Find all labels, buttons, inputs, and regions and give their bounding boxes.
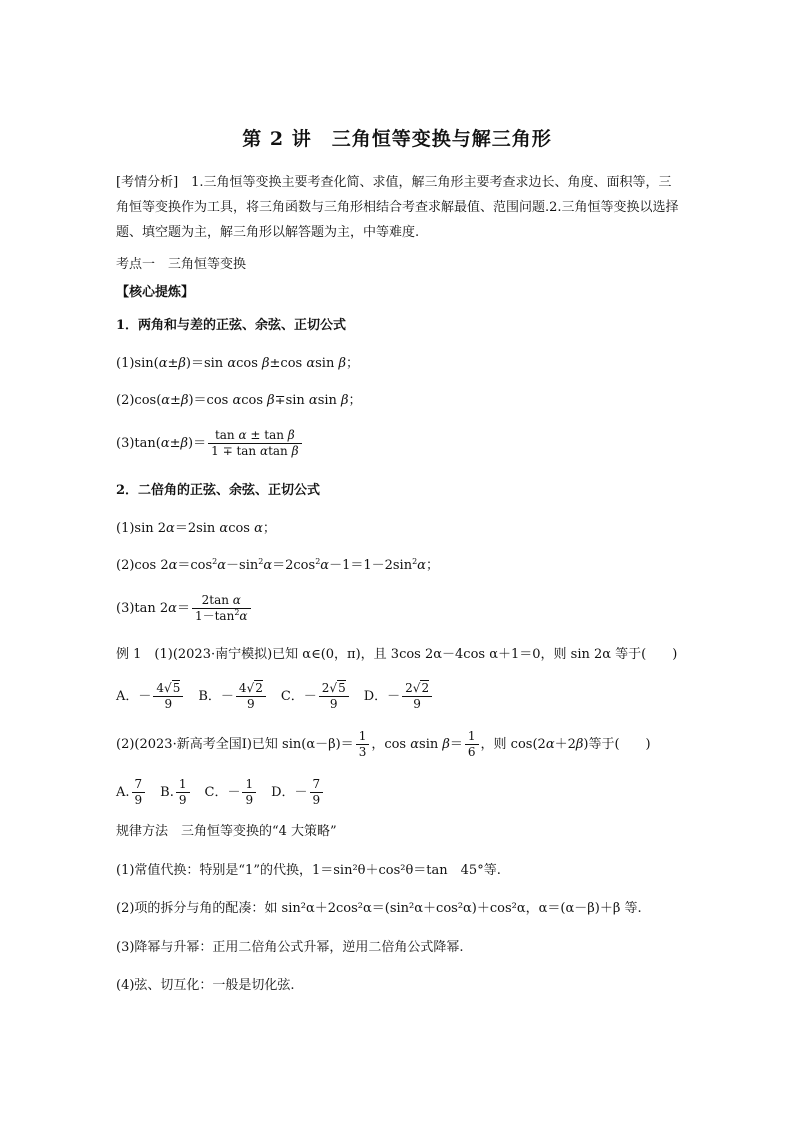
example-1-question: 例 1 (1)(2023·南宁模拟)已知 α∈(0，π)，且 3cos 2α－4cos α＋1＝0，则 sin 2α 等于( ) bbox=[116, 647, 678, 662]
example-2-question: (2)(2023·新高考全国Ⅰ)已知 sin(α－β)＝ $\frac{1}{3}$ ，cos αsin β＝ $\frac{1}{6}$ ，则 cos(2α＋2β)等于( ) bbox=[116, 729, 651, 759]
formula-tan-sum: (3)tan(α±β)＝ $\frac{\text{tan α ± tan β}}{\text{1 ∓ tan αtan β}}$ bbox=[116, 428, 304, 460]
method-heading: 规律方法 三角恒等变换的“4 大策略” bbox=[116, 824, 337, 839]
formula-group-2-title: 2．二倍角的正弦、余弦、正切公式 bbox=[116, 483, 321, 498]
formula-cos-double: (2)cos $2\alpha=\cos^2\alpha-\sin^2\alpha=2\cos^2\alpha-1=1-2\sin^2\alpha$； bbox=[116, 557, 439, 573]
formula-sin-double: (1)sin 2α＝2sin αcos α； bbox=[116, 521, 276, 536]
formula-sin-sum: (1)sin(α±β)＝sin αcos β±cos αsin β； bbox=[116, 356, 359, 371]
exam-analysis: [考情分析] 1.三角恒等变换主要考查化简、求值，解三角形主要考查求边长、角度、面积等，三角恒等变换作为工具，将三角函数与三角形相结合考查求解最值、范围问题.2.三角恒等变换以选择题、填空题为主，解三角形以解答题为主，中等难度. bbox=[116, 175, 679, 240]
method-1: (1)常值代换：特别是“1”的代换，1＝sin²θ＋cos²θ＝tan 45°等. bbox=[116, 863, 501, 878]
example-2-options: A. $\frac{7}{9}$ B. $\frac{1}{9}$ C．－ $\frac{1}{9}$ D．－ $\frac{7}{9}$ bbox=[116, 776, 325, 810]
example-1-options: A．－ $\frac{4√5}{9}$ B．－ $\frac{4√2}{9}$ C．－ $\frac{2√5}{9}$ D．－ $\frac{2√2}{9}$ bbox=[116, 680, 434, 714]
page-title: 第 2 讲 三角恒等变换与解三角形 bbox=[242, 128, 552, 150]
core-label: 【核心提炼】 bbox=[116, 285, 195, 300]
formula-group-1-title: 1．两角和与差的正弦、余弦、正切公式 bbox=[116, 318, 347, 333]
section-heading: 考点一 三角恒等变换 bbox=[116, 257, 247, 272]
method-4: (4)弦、切互化：一般是切化弦. bbox=[116, 978, 295, 993]
formula-cos-sum: (2)cos(α±β)＝cos αcos β∓sin αsin β； bbox=[116, 393, 362, 408]
method-2: (2)项的拆分与角的配凑：如 sin²α＋2cos²α＝(sin²α＋cos²α)＋cos²α，α＝(α－β)＋β 等. bbox=[116, 901, 642, 916]
method-3: (3)降幂与升幂：正用二倍角公式升幂，逆用二倍角公式降幂. bbox=[116, 940, 464, 955]
formula-tan-double: (3)tan 2α＝ $\frac{\text{2tan α}}{1-\tan^2\alpha}$ bbox=[116, 593, 253, 625]
